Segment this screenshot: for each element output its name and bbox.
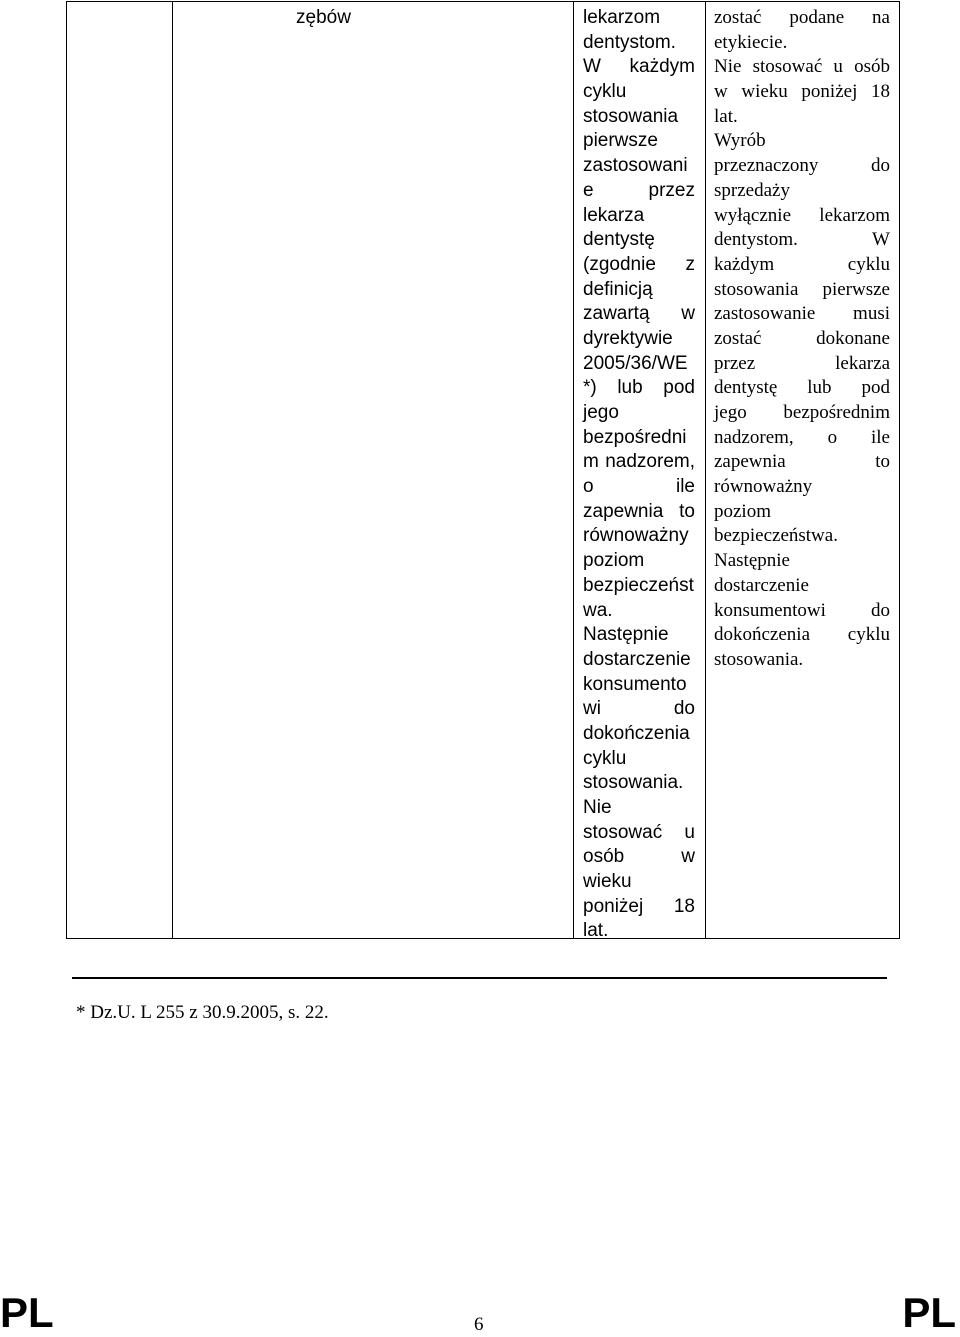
text-line: bezpieczeństwa. xyxy=(714,525,838,547)
text-line: (zgodnie z xyxy=(583,253,695,275)
text-line: o ile xyxy=(583,476,695,498)
text-line: zapewnia to xyxy=(714,451,890,473)
text-line: stosowania pierwsze xyxy=(714,278,890,300)
text-line: zostać dokonane xyxy=(714,327,890,349)
table-column-divider xyxy=(705,2,706,938)
text-line: dentystom. W xyxy=(714,229,890,251)
table-column-divider xyxy=(172,2,173,938)
text-line: bezpieczeńst xyxy=(583,574,694,596)
text-line: stosowania. xyxy=(583,772,684,794)
text-line: dentystę lub pod xyxy=(714,377,890,399)
text-line: wi do xyxy=(583,698,695,720)
product-table xyxy=(66,1,900,942)
text-line: zostać podane na xyxy=(714,7,890,28)
text-line: równoważny xyxy=(583,525,689,547)
text-line: stosować u xyxy=(583,821,695,843)
text-line: jego bezpośrednim xyxy=(714,402,890,423)
text-line: poziom xyxy=(714,500,771,522)
text-line: 2005/36/WE xyxy=(583,352,688,374)
text-line: lat. xyxy=(583,920,609,942)
text-line: konsumentowi do xyxy=(714,599,890,621)
text-line: zapewnia to xyxy=(583,500,695,522)
text-line: *) lub pod xyxy=(583,377,695,399)
text-line: wyłącznie lekarzom xyxy=(714,204,890,226)
text-line: konsumento xyxy=(583,673,687,695)
text-line: sprzedaży xyxy=(714,179,790,201)
text-line: przeznaczony do xyxy=(714,155,890,177)
text-line: przez lekarza xyxy=(714,352,890,374)
text-line: wieku xyxy=(583,871,632,893)
text-line: zastosowanie musi xyxy=(714,303,890,325)
text-line: lat. xyxy=(714,105,738,127)
text-line: pierwsze xyxy=(583,130,658,152)
text-line: dentystom. xyxy=(583,31,676,53)
text-line: dokończenia cyklu xyxy=(714,624,890,646)
text-line: bezpośredni xyxy=(583,426,687,448)
page-number: 6 xyxy=(474,1314,484,1335)
text-line: osób w xyxy=(583,846,695,868)
language-mark-left: PL xyxy=(0,1289,54,1336)
footnote: * Dz.U. L 255 z 30.9.2005, s. 22. xyxy=(76,1002,329,1023)
text-line: w wieku poniżej 18 xyxy=(714,81,890,103)
text-line: stosowania xyxy=(583,105,679,127)
text-line: cyklu xyxy=(583,81,627,103)
text-line: poniżej 18 xyxy=(583,895,695,917)
text-line: Następnie xyxy=(714,550,790,572)
text-line: wa. xyxy=(583,599,613,621)
language-mark-right: PL xyxy=(902,1289,956,1336)
text-line: dentystę xyxy=(583,229,655,251)
conditions-cell xyxy=(583,6,695,944)
text-line: lekarza xyxy=(583,204,645,226)
text-line: dyrektywie xyxy=(583,327,673,349)
text-line: Następnie xyxy=(583,624,669,646)
text-line: e przez xyxy=(583,179,695,201)
text-line: m nadzorem, xyxy=(583,451,695,473)
text-line: definicją xyxy=(583,278,653,300)
text-line: zawartą w xyxy=(583,303,695,325)
text-line: cyklu xyxy=(583,747,627,769)
text-line: lekarzom xyxy=(583,7,661,28)
text-line: każdym cyklu xyxy=(714,253,890,275)
text-line: dostarczenie xyxy=(714,574,809,596)
text-line: W każdym xyxy=(583,56,695,78)
footnote-separator xyxy=(72,977,887,979)
text-line: zastosowani xyxy=(583,155,688,177)
text-line: Nie stosować u osób xyxy=(714,56,890,78)
text-line: dostarczenie xyxy=(583,648,691,670)
label-cell xyxy=(714,6,890,673)
text-line: dokończenia xyxy=(583,722,690,744)
text-line: stosowania. xyxy=(714,648,804,670)
text-line: Wyrób xyxy=(714,130,766,152)
text-line: etykiecie. xyxy=(714,31,788,53)
text-line: równoważny xyxy=(714,476,813,498)
text-line: jego xyxy=(583,402,619,423)
table-column-divider xyxy=(573,2,574,938)
text-line: Nie xyxy=(583,797,612,818)
text-line: nadzorem, o ile xyxy=(714,426,890,448)
product-cell: zębów xyxy=(296,7,351,28)
text-line: poziom xyxy=(583,550,645,572)
